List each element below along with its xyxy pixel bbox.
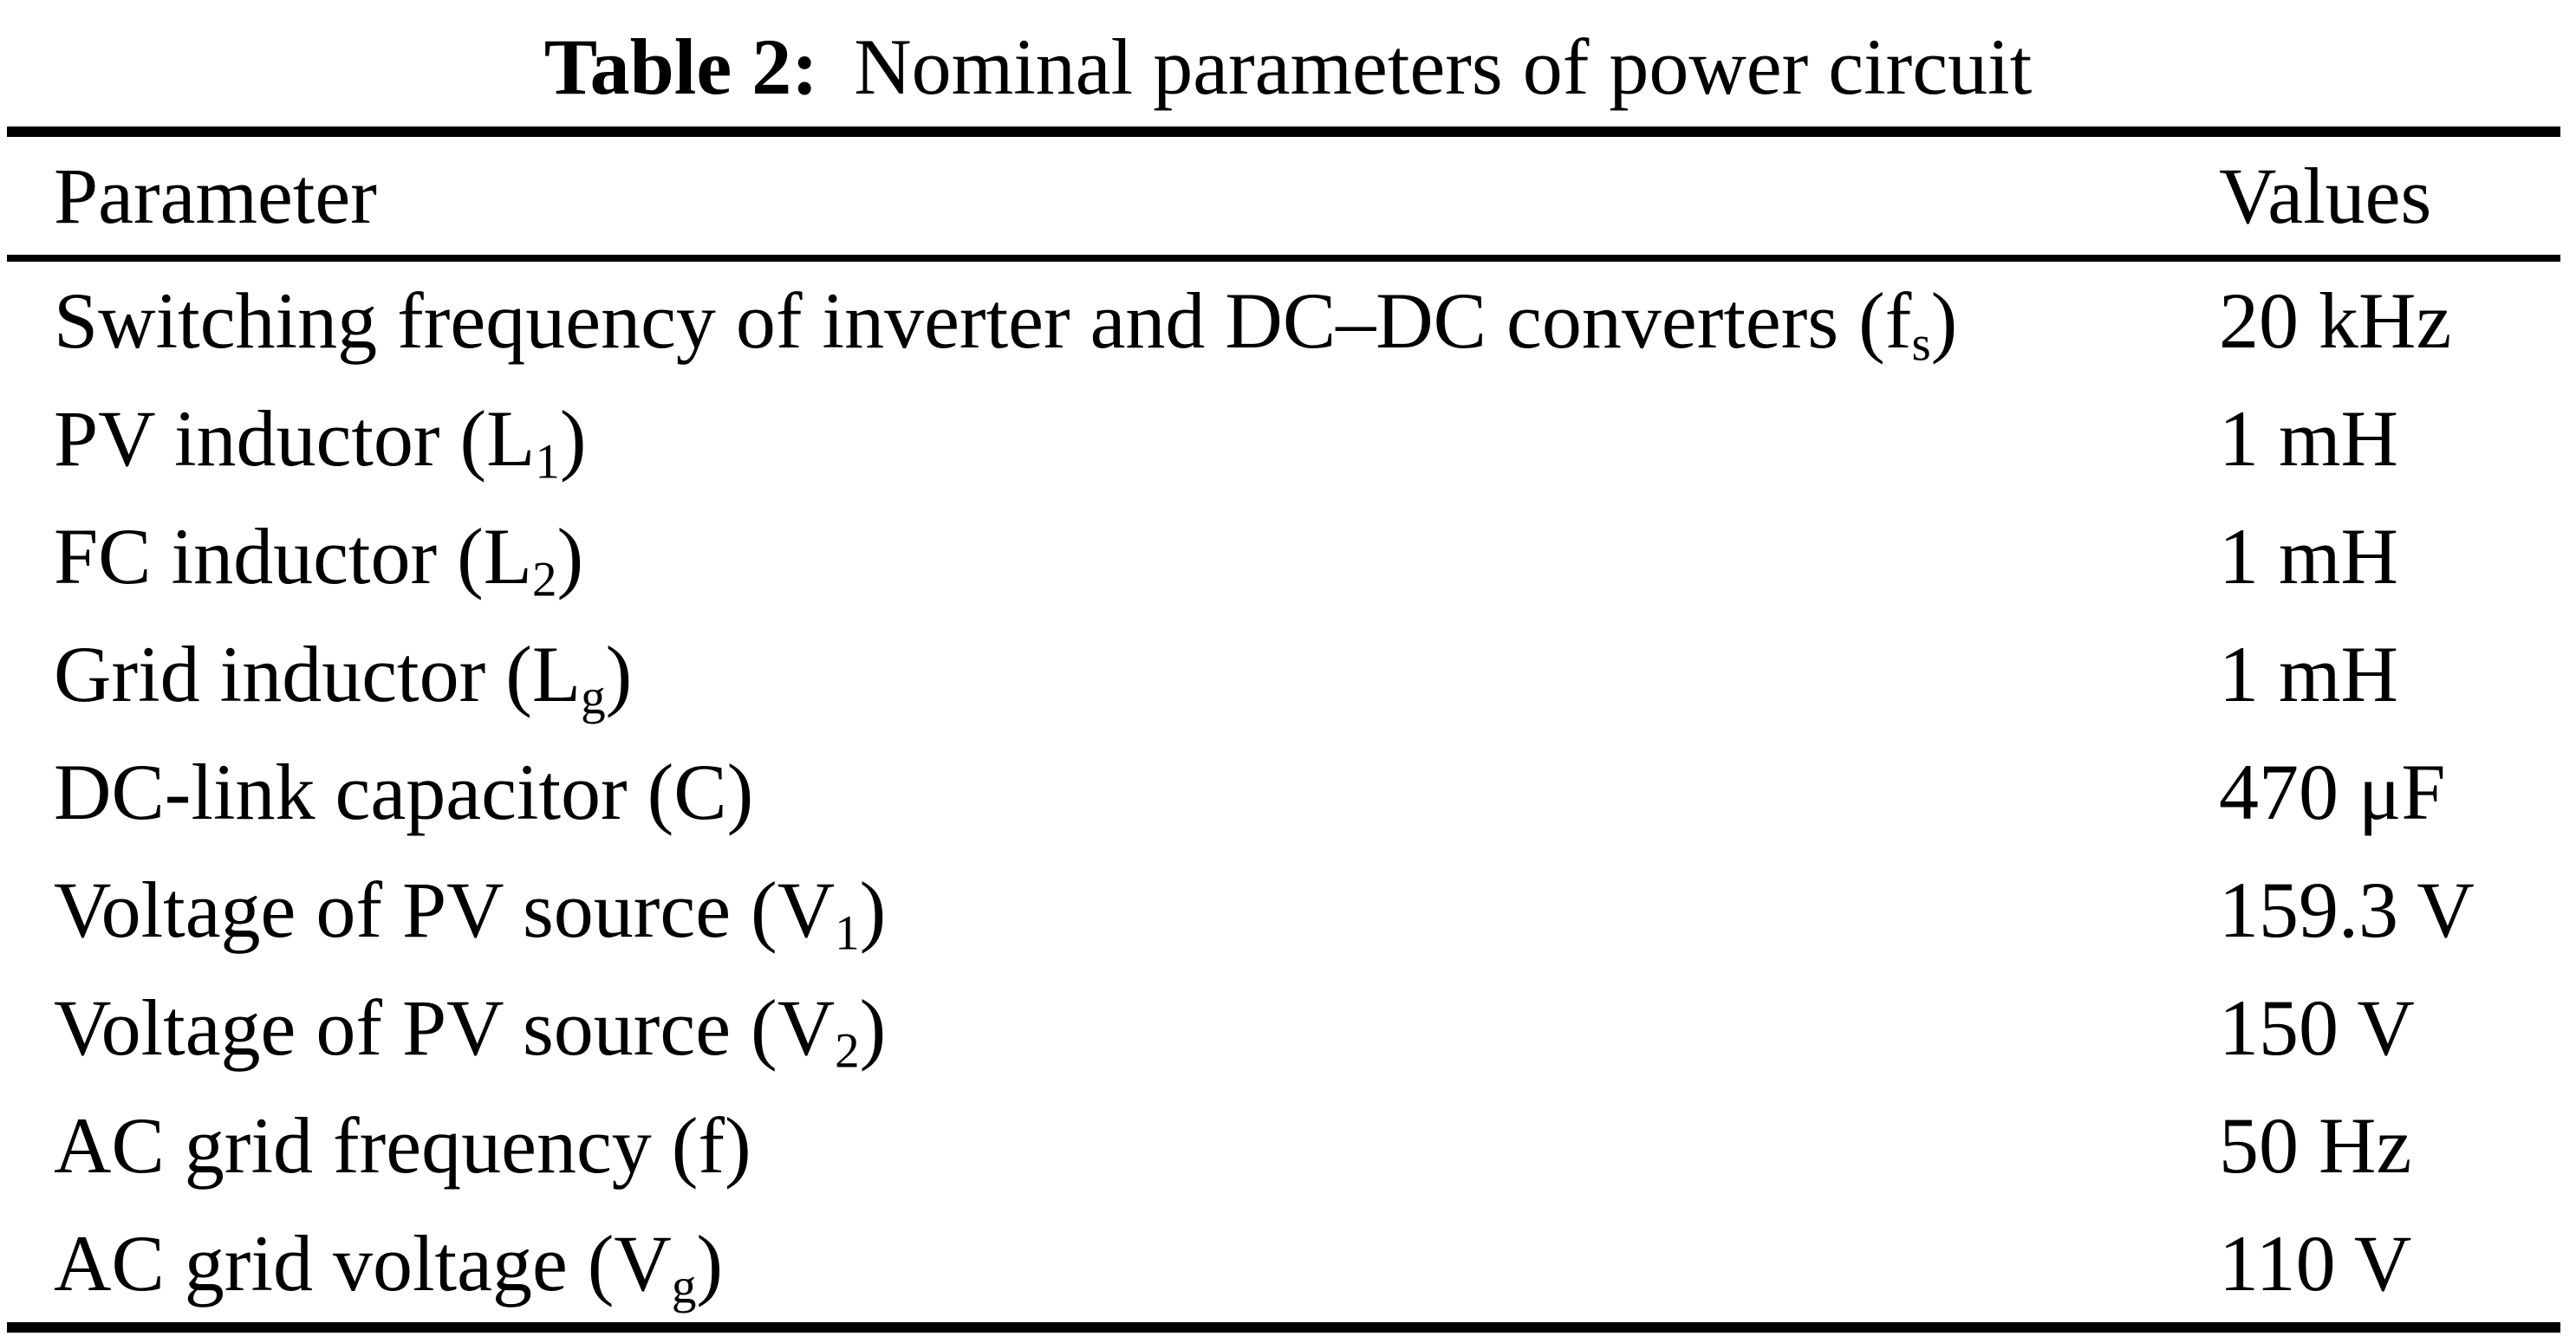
table-row — [0, 969, 2576, 1087]
value-cell: 50 Hz — [2219, 1101, 2412, 1190]
parameter-cell — [54, 866, 2219, 961]
table-number-label: Table 2: — [543, 23, 818, 111]
parameter-cell — [54, 394, 2219, 490]
parameter-text: DC-link capacitor (C) — [54, 748, 754, 836]
table-caption: Nominal parameters of power circuit — [854, 23, 2033, 111]
top-rule — [7, 127, 2560, 137]
parameter-text-end: ) — [556, 512, 584, 600]
table-row — [0, 497, 2576, 615]
value-cell: 470 μF — [2219, 748, 2446, 836]
value-cell: 110 V — [2219, 1219, 2412, 1307]
table-row — [0, 733, 2576, 851]
parameter-text-end: ) — [1930, 276, 1958, 365]
parameter-text: AC grid frequency (f) — [54, 1101, 751, 1190]
parameter-subscript: 1 — [835, 905, 860, 961]
parameter-subscript: g — [581, 670, 606, 725]
column-header-values: Values — [2219, 152, 2432, 240]
parameter-subscript: 1 — [535, 434, 560, 490]
value-cell: 1 mH — [2219, 512, 2398, 600]
parameter-subscript: 2 — [835, 1023, 860, 1079]
parameter-cell — [54, 276, 2219, 372]
parameter-cell — [54, 1219, 2219, 1314]
table-row — [0, 1087, 2576, 1204]
parameter-subscript: s — [1911, 316, 1931, 372]
value-cell: 1 mH — [2219, 394, 2398, 483]
parameter-subscript: 2 — [531, 552, 557, 607]
parameter-text-end: ) — [605, 630, 633, 718]
parameter-text-end: ) — [859, 983, 887, 1072]
parameter-text: Switching frequency of inverter and DC–DC converters (f — [54, 276, 1912, 365]
table-row — [0, 380, 2576, 497]
table-header-row — [0, 137, 2576, 255]
table-title — [0, 7, 2576, 127]
parameter-text: PV inductor (L — [54, 394, 536, 483]
value-cell: 159.3 V — [2219, 866, 2475, 954]
table-row — [0, 262, 2576, 380]
header-rule — [7, 255, 2560, 262]
parameter-subscript: g — [671, 1259, 697, 1314]
parameter-text-end: ) — [696, 1219, 724, 1307]
parameter-text: Grid inductor (L — [54, 630, 582, 718]
parameter-text: AC grid voltage (V — [54, 1219, 672, 1307]
bottom-rule — [7, 1322, 2560, 1333]
value-cell: 20 kHz — [2219, 276, 2452, 365]
parameter-text-end: ) — [859, 866, 887, 954]
value-cell: 1 mH — [2219, 630, 2398, 718]
parameter-cell — [54, 1101, 2219, 1190]
table-row — [0, 1204, 2576, 1322]
table-row — [0, 615, 2576, 733]
column-header-parameter: Parameter — [54, 152, 377, 240]
parameter-cell — [54, 512, 2219, 607]
table-body — [0, 262, 2576, 1322]
parameter-text-end: ) — [559, 394, 587, 483]
parameter-cell — [54, 748, 2219, 836]
table-row — [0, 851, 2576, 969]
parameter-text: Voltage of PV source (V — [54, 983, 836, 1072]
parameter-text: FC inductor (L — [54, 512, 532, 600]
value-cell: 150 V — [2219, 983, 2415, 1072]
parameter-cell — [54, 630, 2219, 725]
parameter-text: Voltage of PV source (V — [54, 866, 836, 954]
parameter-cell — [54, 983, 2219, 1079]
